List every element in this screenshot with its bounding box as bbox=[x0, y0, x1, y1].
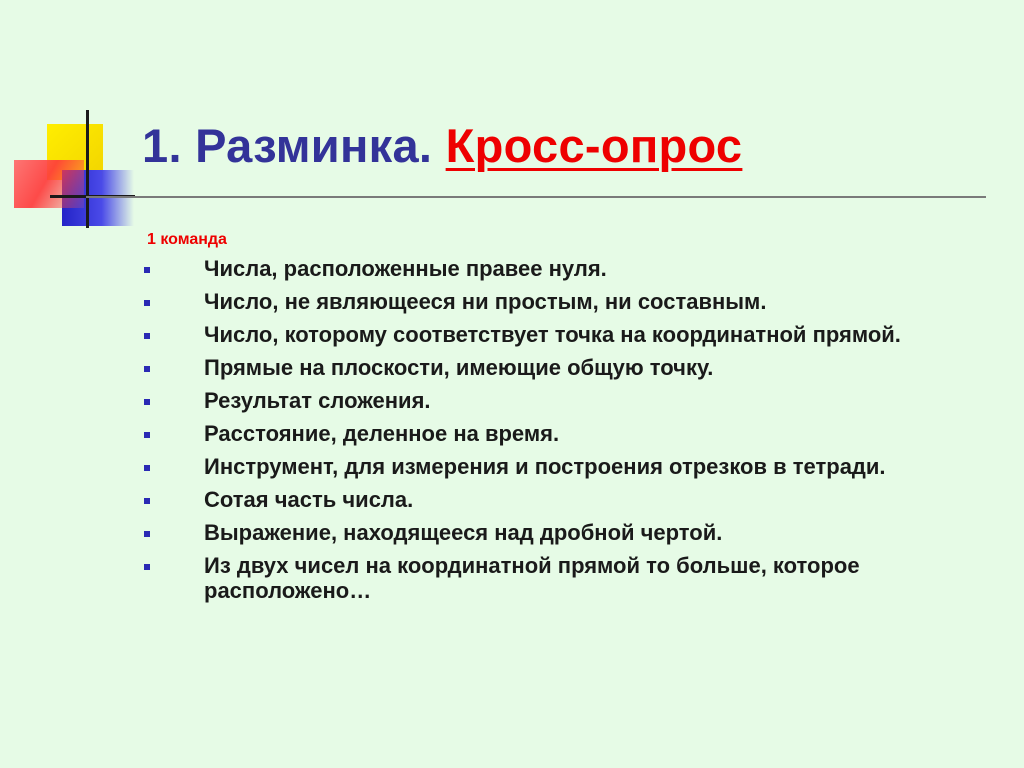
slide-title-prefix: 1. Разминка. bbox=[142, 119, 446, 172]
bullet-icon bbox=[144, 465, 150, 471]
list-item-text: Из двух чисел на координатной прямой то больше, которое расположено… bbox=[204, 553, 860, 603]
bullet-icon bbox=[144, 531, 150, 537]
bullet-icon bbox=[144, 399, 150, 405]
list-item-text: Числа, расположенные правее нуля. bbox=[204, 256, 607, 281]
list-item-text: Число, не являющееся ни простым, ни составным. bbox=[204, 289, 767, 314]
list-item bbox=[140, 454, 960, 479]
bullet-icon bbox=[144, 366, 150, 372]
list-item-text: Инструмент, для измерения и построения отрезков в тетради. bbox=[204, 454, 886, 479]
list-item bbox=[140, 487, 960, 512]
list-item bbox=[140, 553, 960, 603]
list-item bbox=[140, 388, 960, 413]
list-item bbox=[140, 322, 960, 347]
question-list bbox=[140, 256, 960, 611]
bullet-icon bbox=[144, 300, 150, 306]
list-item-text: Расстояние, деленное на время. bbox=[204, 421, 560, 446]
decor-red-square bbox=[14, 160, 84, 208]
list-item bbox=[140, 421, 960, 446]
list-item-text: Выражение, находящееся над дробной чертой. bbox=[204, 520, 723, 545]
decor-vertical-line bbox=[86, 110, 89, 228]
team-label: 1 команда bbox=[147, 231, 227, 248]
list-item bbox=[140, 289, 960, 314]
slide-title bbox=[142, 118, 742, 173]
list-item bbox=[140, 256, 960, 281]
list-item-text: Прямые на плоскости, имеющие общую точку. bbox=[204, 355, 714, 380]
list-item bbox=[140, 520, 960, 545]
bullet-icon bbox=[144, 267, 150, 273]
title-underline-rule bbox=[86, 196, 986, 198]
list-item-text: Сотая часть числа. bbox=[204, 487, 414, 512]
slide-title-accent: Кросс-опрос bbox=[445, 119, 743, 172]
bullet-icon bbox=[144, 564, 150, 570]
bullet-icon bbox=[144, 498, 150, 504]
bullet-icon bbox=[144, 432, 150, 438]
list-item-text: Результат сложения. bbox=[204, 388, 431, 413]
list-item bbox=[140, 355, 960, 380]
bullet-icon bbox=[144, 333, 150, 339]
list-item-text: Число, которому соответствует точка на координатной прямой. bbox=[204, 322, 901, 347]
